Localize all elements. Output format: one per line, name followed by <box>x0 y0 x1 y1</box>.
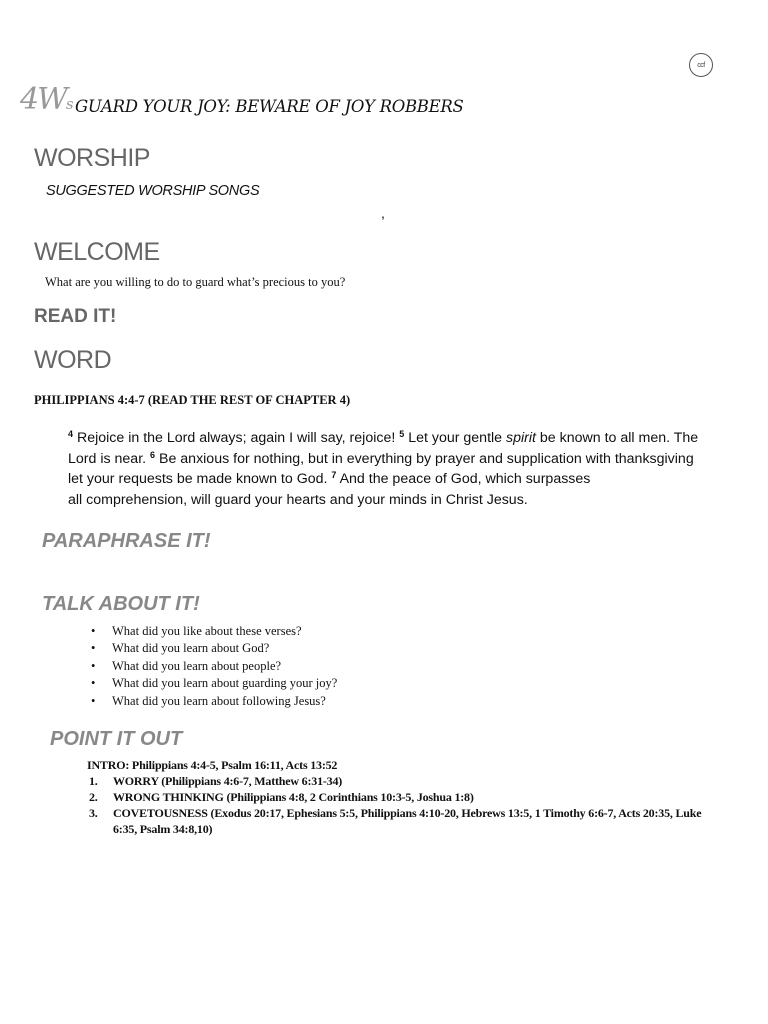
welcome-question: What are you willing to do to guard what’s precious to you? <box>45 275 346 289</box>
4ws-logo <box>20 82 72 117</box>
verse-number: 7 <box>331 470 337 481</box>
church-logo: ccf <box>689 53 713 77</box>
suggested-songs-label: SUGGESTED WORSHIP SONGS <box>46 183 260 199</box>
bullet-icon: • <box>91 624 96 638</box>
point-number: 2. <box>89 790 98 804</box>
question-text: What did you like about these verses? <box>112 624 302 638</box>
paraphrase-heading: PARAPHRASE IT! <box>42 530 211 552</box>
verse-number: 4 <box>68 429 74 439</box>
scripture-line <box>68 449 748 470</box>
point-text: WRONG THINKING (Philippians 4:8, 2 Corinthians 10:3-5, Joshua 1:8) <box>113 790 474 804</box>
list-item <box>91 658 337 675</box>
list-item <box>91 623 337 640</box>
scripture-line <box>68 490 748 511</box>
question-text: What did you learn about guarding your joy? <box>112 676 338 691</box>
talk-about-heading: TALK ABOUT IT! <box>42 593 200 615</box>
verse-text: be known to all men. The <box>535 430 699 446</box>
verse-number: 6 <box>150 449 156 460</box>
verse-text: And the peace of God, which surpasses <box>336 471 591 488</box>
list-item <box>91 675 337 692</box>
intro-references: INTRO: Philippians 4:4-5, Psalm 16:11, Acts 13:52 <box>87 758 338 772</box>
question-text: What did you learn about God? <box>112 641 270 656</box>
scripture-line <box>68 469 748 490</box>
point-text: COVETOUSNESS (Exodus 20:17, Ephesians 5:5, Philippians 4:10-20, Hebrews 13:5, 1 Timothy 6:6-7, Acts 20:35, Luke 6:35, Psalm 34:8,10) <box>113 806 702 836</box>
list-item <box>89 789 709 805</box>
read-it-heading: READ IT! <box>34 306 117 327</box>
list-item <box>91 640 337 657</box>
question-text: What did you learn about following Jesus? <box>112 693 326 708</box>
scripture-passage <box>68 428 748 510</box>
verse-number: 5 <box>399 429 405 439</box>
verse-text: Lord is near. <box>68 450 151 467</box>
page-title: GUARD YOUR JOY: BEWARE OF JOY ROBBERS <box>75 97 464 116</box>
list-item <box>89 805 709 837</box>
sermon-points <box>89 773 709 837</box>
4ws-logo-big: 4W <box>20 82 66 117</box>
verse-text: Rejoice in the Lord always; again I will say, rejoice! <box>76 430 400 446</box>
point-it-out-heading: POINT IT OUT <box>50 728 183 750</box>
stray-comma: , <box>381 205 385 221</box>
verse-text: Be anxious for nothing, but in everything by prayer and supplication with thanksgiving <box>155 450 694 467</box>
bullet-icon: • <box>91 676 96 691</box>
verse-text: all comprehension, will guard your hearts and your minds in Christ Jesus. <box>68 491 528 508</box>
list-item <box>89 773 709 789</box>
word-heading: WORD <box>34 346 112 374</box>
bullet-icon: • <box>91 693 96 708</box>
point-text: WORRY (Philippians 4:6-7, Matthew 6:31-34) <box>113 774 343 788</box>
worship-heading: WORSHIP <box>34 144 150 172</box>
verse-text-italic: spirit <box>506 430 536 446</box>
list-item <box>91 693 337 710</box>
verse-text: let your requests be made known to God. <box>68 471 332 488</box>
point-number: 1. <box>89 774 98 788</box>
scripture-line <box>68 428 748 449</box>
discussion-questions <box>91 623 337 710</box>
point-number: 3. <box>89 806 98 820</box>
bullet-icon: • <box>91 641 96 656</box>
passage-reference: PHILIPPIANS 4:4-7 (READ THE REST OF CHAPTER 4) <box>34 393 351 407</box>
welcome-heading: WELCOME <box>34 238 160 266</box>
question-text: What did you learn about people? <box>112 658 282 673</box>
verse-text: Let your gentle <box>404 430 506 446</box>
4ws-logo-small: s <box>65 95 72 113</box>
bullet-icon: • <box>91 658 96 673</box>
